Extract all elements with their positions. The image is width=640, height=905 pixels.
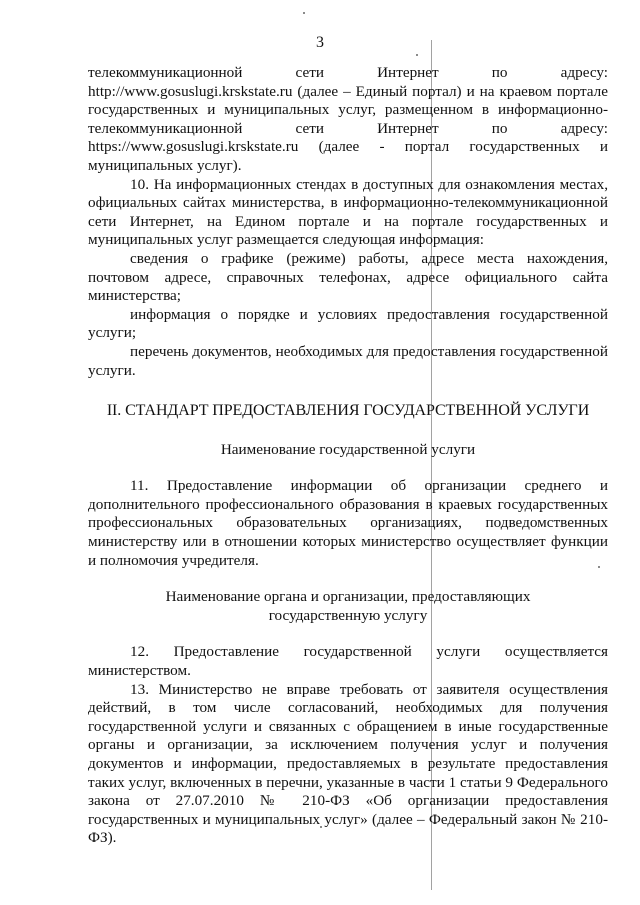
paragraph-10-item-schedule: сведения о графике (режиме) работы, адресе места нахождения, почтовом адресе, справочных телефонах, адресе официального сайта министерства;	[88, 249, 608, 305]
paragraph-11: 11. Предоставление информации об организации среднего и дополнительного профессионального образования в краевых государственных профессиональных образовательных организациях, подведомственных министерству или в отношении которых министерство осуществляет функции и полномочия учредителя.	[88, 477, 608, 569]
scan-speck	[303, 12, 305, 14]
paragraph-13: 13. Министерство не вправе требовать от заявителя осуществления действий, в том числе согласований, необходимых для получения государственной услуги и связанных с обращением в иные государственные органы и организации, за исключением получения услуг и получения документов и информации, предоставляемых в результате предоставления таких услуг, включенных в перечни, указанные в части 1 статьи 9 Федерального закона от 27.07.2010 № 210-ФЗ «Об организации предоставления государственных и муниципальных услуг» (далее – Федеральный закон № 210-ФЗ).	[88, 680, 608, 847]
document-body	[88, 64, 608, 848]
paragraph-intro: телекоммуникационной сети Интернет по адресу: http://www.gosuslugi.krskstate.ru (далее – Единый портал) и на краевом портале государственных и муниципальных услуг, размещенном в информационно-телекоммуникационной сети Интернет по адресу: https://www.gosuslugi.krskstate.ru (далее - портал государственных и муниципальных услуг).	[88, 64, 608, 174]
paragraph-12: 12. Предоставление государственной услуги осуществляется министерством.	[88, 643, 608, 680]
subheading-service-name: Наименование государственной услуги	[220, 440, 476, 458]
subheading-provider-line-2: государственную услугу	[268, 606, 428, 624]
scan-speck	[416, 54, 418, 56]
subheading-provider-line-1: Наименование органа и организации, предоставляющих	[165, 588, 531, 606]
subheading-provider	[88, 588, 608, 625]
paragraph-10-item-documents: перечень документов, необходимых для предоставления государственной услуги.	[88, 342, 608, 379]
paragraph-10: 10. На информационных стендах в доступных для ознакомления местах, официальных сайтах министерства, в информационно-телекоммуникационной сети Интернет, на Едином портале и на портале государственных и муниципальных услуг размещается следующая информация:	[88, 175, 608, 249]
section-title: II. СТАНДАРТ ПРЕДОСТАВЛЕНИЯ ГОСУДАРСТВЕННОЙ УСЛУГИ	[106, 402, 590, 420]
page-number: 3	[316, 34, 324, 51]
paragraph-10-item-procedure: информация о порядке и условиях предоставления государственной услуги;	[88, 305, 608, 342]
